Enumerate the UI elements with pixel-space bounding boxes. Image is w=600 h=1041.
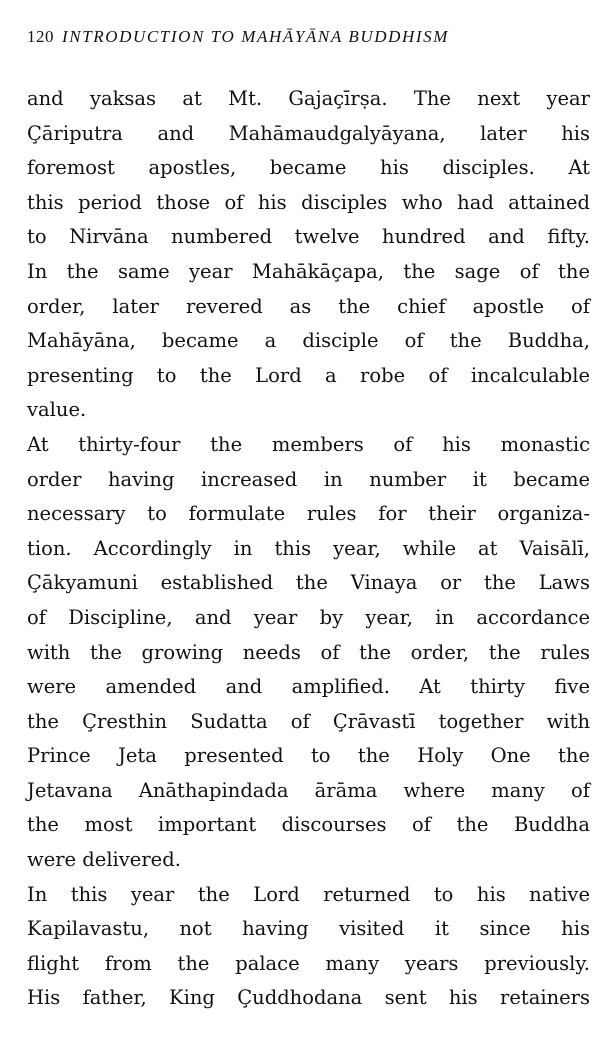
text-line: His father, King Çuddhodana sent his retainers — [27, 986, 590, 1010]
paragraph-3 — [27, 878, 590, 1016]
text-line: presenting to the Lord a robe of incalculable — [27, 363, 590, 387]
text-line: and yaksas at Mt. Gajaçīrṣa. The next year — [27, 87, 590, 110]
text-line: Çākyamuni established the Vinaya or the Laws — [27, 571, 590, 595]
text-line: In the same year Mahākāçapa, the sage of the — [27, 259, 590, 283]
text-line: In this year the Lord returned to his native — [27, 882, 590, 906]
text-line: flight from the palace many years previously. — [27, 951, 590, 975]
text-line: Prince Jeta presented to the Holy One the — [27, 744, 590, 768]
text-line: were amended and amplified. At thirty five — [27, 675, 590, 699]
text-line: foremost apostles, became his disciples. At — [27, 156, 590, 180]
text-line: this period those of his disciples who had attained — [27, 190, 590, 214]
text-line: with the growing needs of the order, the rules — [27, 640, 590, 664]
text-line: order having increased in number it became — [27, 467, 590, 491]
text-line: order, later revered as the chief apostle of — [27, 294, 590, 318]
text-line: were delivered. — [27, 848, 181, 872]
text-line: to Nirvāna numbered twelve hundred and fifty. — [27, 225, 590, 249]
running-title: INTRODUCTION TO MAHĀYĀNA BUDDHISM — [62, 27, 449, 46]
text-line: value. — [27, 398, 87, 422]
running-head — [27, 26, 590, 48]
text-line: of Discipline, and year by year, in accordance — [27, 605, 590, 629]
body-text — [27, 82, 590, 1016]
paragraph-2 — [27, 428, 590, 878]
text-line: the most important discourses of the Buddha — [27, 813, 590, 837]
text-line: At thirty-four the members of his monastic — [27, 432, 590, 456]
book-page — [27, 26, 590, 1016]
page-number: 120 — [27, 27, 54, 46]
text-line: Kapilavastu, not having visited it since his — [27, 917, 590, 941]
text-line: Jetavana Anāthapindada ārāma where many of — [27, 778, 590, 802]
text-line: the Çresthin Sudatta of Çrāvastī together with — [27, 709, 590, 733]
text-line: Mahāyāna, became a disciple of the Buddha, — [27, 329, 590, 353]
text-line: necessary to formulate rules for their organiza- — [27, 502, 590, 526]
text-line: Çāriputra and Mahāmaudgalyāyana, later his — [27, 121, 590, 145]
paragraph-1 — [27, 82, 590, 428]
text-line: tion. Accordingly in this year, while at Vaisālī, — [27, 536, 590, 560]
